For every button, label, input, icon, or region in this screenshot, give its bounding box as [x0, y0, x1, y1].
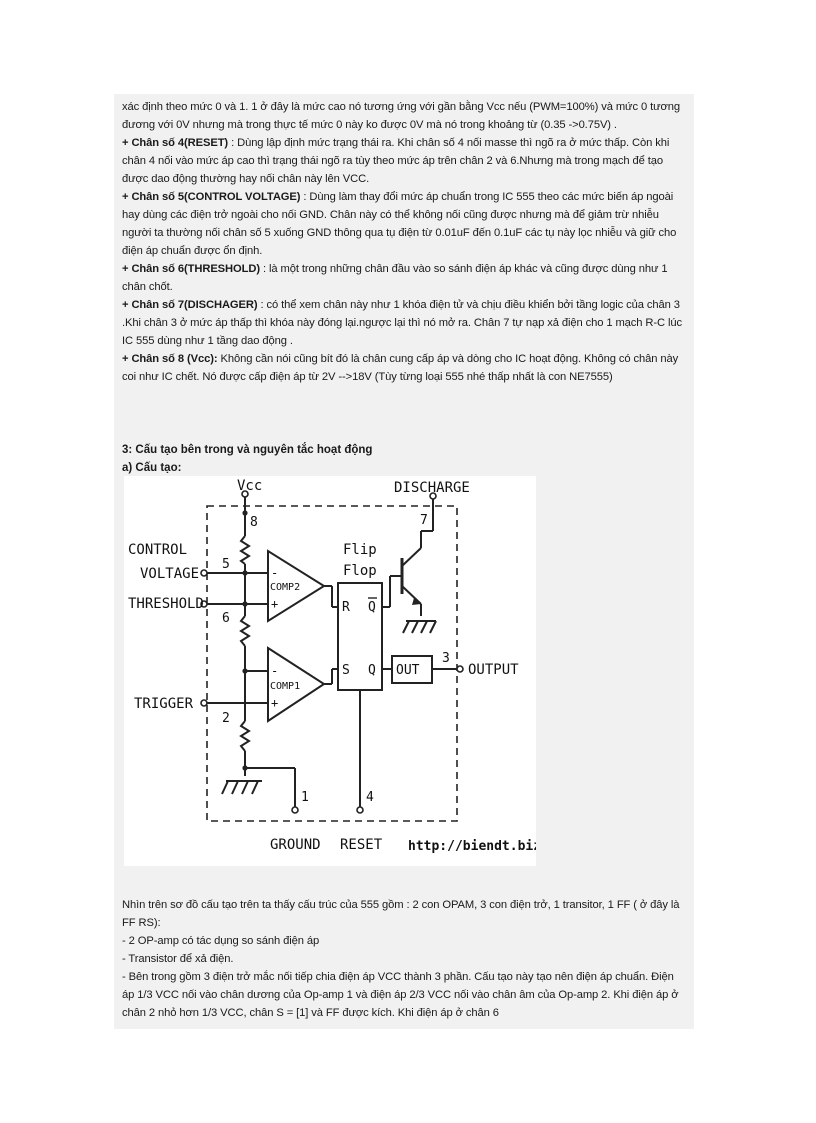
paragraph-pin6: + Chân số 6(THRESHOLD) : là một trong những chân đầu vào so sánh điện áp khác và cũng được dùng như 1 chân chốt. — [122, 263, 668, 293]
paragraph-divider: - Bên trong gồm 3 điện trở mắc nối tiếp chia điện áp VCC thành 3 phần. Cấu tạo này tạo nên điện áp chuẩn. Điện áp 1/3 VCC nối vào chân dương của Op-amp 1 và điện áp 2/3 VCC nối vào chân âm của Op-amp 2. Khi điện áp ở chân 2 nhỏ hơn 1/3 VCC, chân S = [1] và FF được kích. Khi điện áp ở chân 6 — [122, 971, 679, 1019]
paragraph-transistor: - Transistor để xả điện. — [122, 953, 234, 965]
label-comp1: COMP1 — [270, 681, 301, 692]
pin4-terminal — [357, 807, 363, 813]
label-flip: Flip — [343, 542, 377, 558]
structure-explanation — [122, 896, 687, 1022]
pin-descriptions — [122, 98, 687, 386]
paragraph-pin5: + Chân số 5(CONTROL VOLTAGE) : Dùng làm thay đổi mức áp chuẩn trong IC 555 theo các mức biến áp ngoài hay dùng các điện trở ngoài cho nối GND. Chân này có thể không nối cũng được nhưng mà để giảm trừ nhiễu người ta thường nối chân số 5 xuống GND thông qua tụ điện từ 0.01uF đến 0.1uF các tụ này lọc nhiễu và giữ cho điện áp chuẩn được ổn định. — [122, 191, 677, 257]
ic555-block-diagram — [124, 476, 536, 866]
label-s: S — [342, 663, 350, 678]
label-trigger: TRIGGER — [134, 696, 194, 712]
label-qbar: Q — [368, 600, 376, 615]
pin5-terminal — [201, 570, 207, 576]
label-output: OUTPUT — [468, 662, 519, 678]
label-discharge: DISCHARGE — [394, 480, 470, 496]
section-subheading: a) Cấu tạo: — [122, 462, 182, 474]
comp2-plus: + — [271, 597, 279, 611]
paragraph-pin4: + Chân số 4(RESET) : Dùng lập định mức trạng thái ra. Khi chân số 4 nối masse thì ngõ ra ở mức thấp. Còn khi chân 4 nối vào mức áp cao thì trạng thái ngõ ra tùy theo mức áp trên chân 2 và 6.Nhưng mà trong mạch để tạo được dao động thường hay nối chân này lên VCC. — [122, 137, 670, 185]
label-comp2: COMP2 — [270, 582, 301, 593]
label-q: Q — [368, 663, 376, 678]
paragraph-opamp: - 2 OP-amp có tác dụng so sánh điện áp — [122, 935, 320, 947]
resistor-bottom — [241, 721, 249, 751]
pin-number-3: 3 — [442, 651, 450, 666]
pin-number-7: 7 — [420, 513, 428, 528]
label-r: R — [342, 600, 350, 615]
pin3-terminal — [457, 666, 463, 672]
pin-number-1: 1 — [301, 790, 309, 805]
label-ground: GROUND — [270, 837, 321, 853]
label-vcc: Vcc — [237, 478, 263, 494]
pin2-terminal — [201, 700, 207, 706]
section-heading: 3: Cấu tạo bên trong và nguyên tắc hoạt động — [122, 444, 373, 456]
label-control: CONTROL — [128, 542, 188, 558]
resistor-middle — [241, 616, 249, 646]
pin1-terminal — [292, 807, 298, 813]
pin-number-4: 4 — [366, 790, 374, 805]
pin-number-6: 6 — [222, 611, 230, 626]
label-reset: RESET — [340, 837, 383, 853]
section-heading-block — [122, 441, 372, 477]
comp2-minus: - — [271, 566, 279, 580]
diagram-svg — [124, 476, 536, 866]
pin-number-2: 2 — [222, 711, 230, 726]
comp1-minus: - — [271, 664, 279, 678]
paragraph-intro: xác định theo mức 0 và 1. 1 ở đây là mức cao nó tương ứng với gần bằng Vcc nếu (PWM=100%) và mức 0 tương đương với 0V nhưng mà trong thực tế mức 0 này ko được 0V mà nó trong khoảng từ (0.35 ->0.75V) . — [122, 101, 680, 131]
label-voltage: VOLTAGE — [140, 566, 200, 582]
paragraph-pin7: + Chân số 7(DISCHAGER) : có thể xem chân này như 1 khóa điện tử và chịu điều khiển bởi tầng logic của chân 3 .Khi chân 3 ở mức áp thấp thì khóa này đóng lại.ngược lại thì nó mở ra. Chân 7 tự nạp xả điện cho 1 mạch R-C lúc IC 555 dùng như 1 tầng dao động . — [122, 299, 683, 347]
label-threshold: THRESHOLD — [128, 596, 204, 612]
paragraph-pin8: + Chân số 8 (Vcc): Không cần nói cũng bít đó là chân cung cấp áp và dòng cho IC hoạt động. Không có chân này coi như IC chết. Nó được cấp điện áp từ 2V -->18V (Tùy từng loại 555 nhé thấp nhất là con NE7555) — [122, 353, 679, 383]
pin-number-5: 5 — [222, 557, 230, 572]
label-out-block: OUT — [396, 663, 420, 678]
resistor-top — [241, 536, 249, 564]
label-flop: Flop — [343, 563, 377, 579]
watermark: http://biendt.biz — [408, 839, 536, 854]
document-page — [114, 94, 694, 1029]
comp1-plus: + — [271, 696, 279, 710]
pin-number-8: 8 — [250, 515, 258, 530]
paragraph-structure: Nhìn trên sơ đồ cấu tạo trên ta thấy cấu trúc của 555 gồm : 2 con OPAM, 3 con điện trở, 1 transitor, 1 FF ( ở đây là FF RS): — [122, 899, 680, 929]
